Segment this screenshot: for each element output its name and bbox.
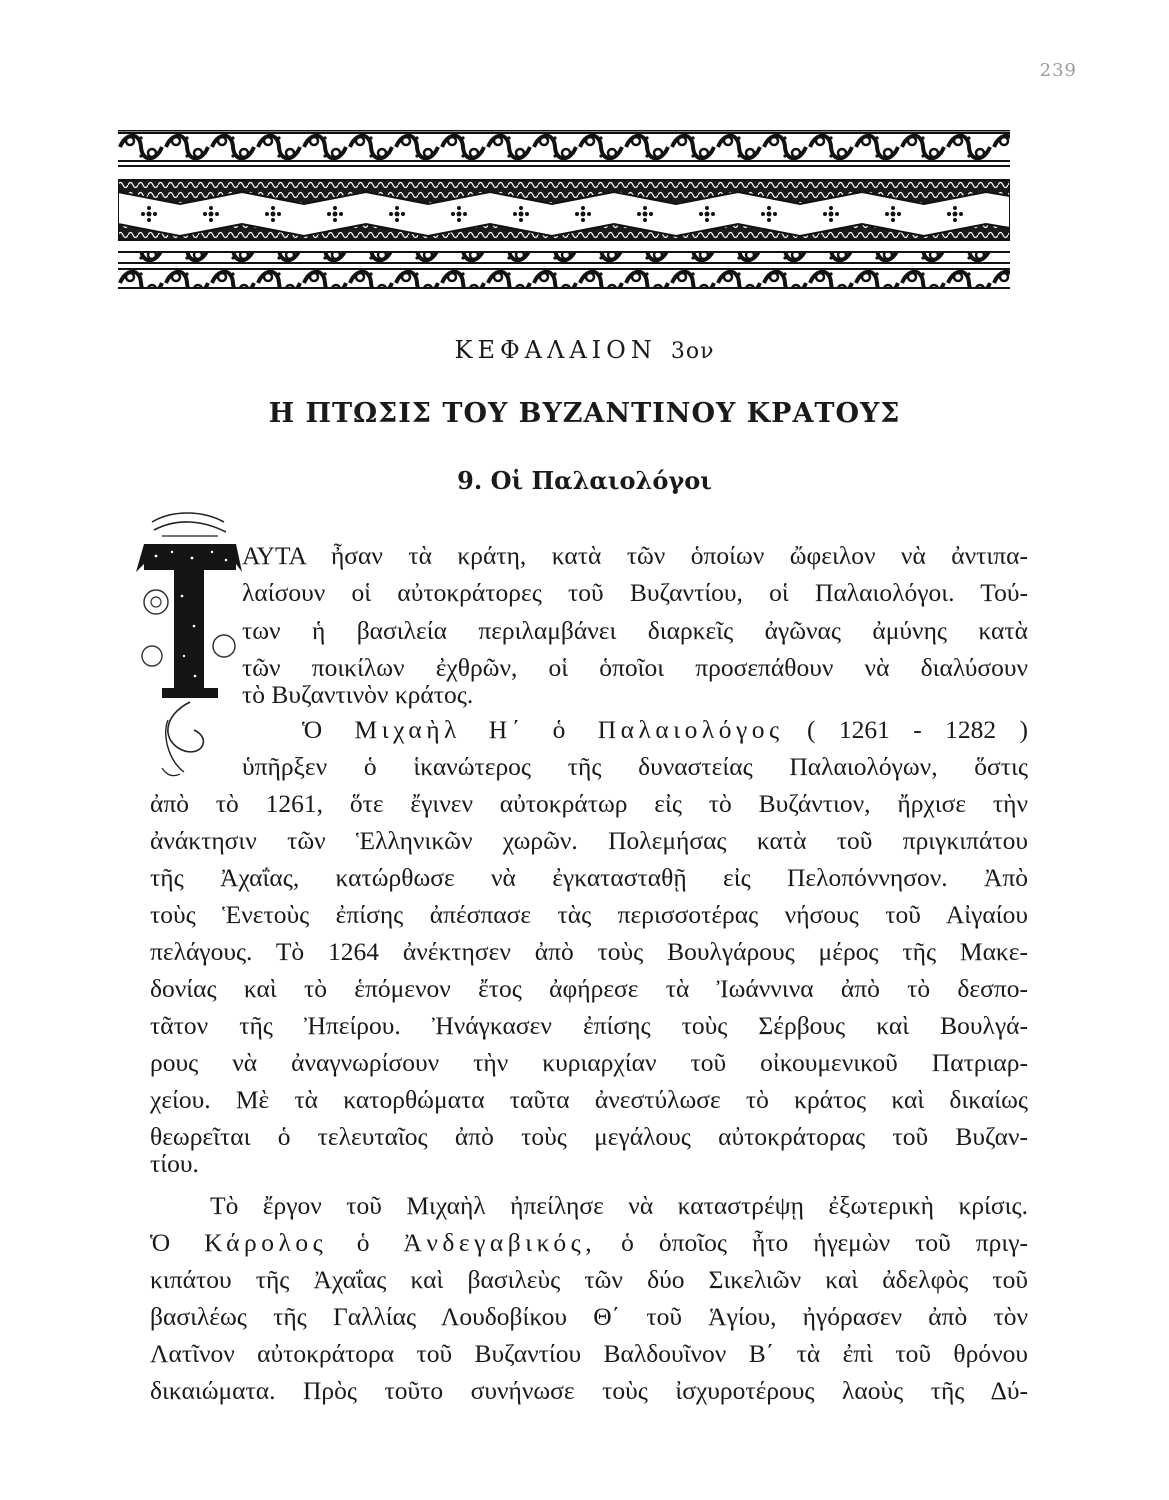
text-line-michael bbox=[302, 715, 1028, 745]
text-line: χείου. Μὲ τὰ κατορθώματα ταῦτα ἀνεστύλωσε τὸ κράτος καὶ δικαίως bbox=[150, 1085, 1028, 1114]
text-line: τῶν ποικίλων ἐχθρῶν, οἱ ὁποῖοι προσεπάθουν νὰ διαλύσουν bbox=[242, 653, 1028, 682]
reign-dates: ( 1261 - 1282 ) bbox=[806, 715, 1028, 744]
text-line: ἀπὸ τὸ 1261, ὅτε ἔγινεν αὐτοκράτωρ εἰς τὸ Βυζάντιον, ἤρχισε τὴν bbox=[150, 789, 1028, 818]
text-line: κιπάτου τῆς Ἀχαΐας καὶ βασιλεὺς τῶν δύο Σικελιῶν καὶ ἀδελφὸς τοῦ bbox=[150, 1265, 1028, 1294]
text-line: των ἡ βασιλεία περιλαμβάνει διαρκεῖς ἀγῶνας ἀμύνης κατὰ bbox=[242, 616, 1028, 645]
text-line: τοὺς Ἑνετοὺς ἐπίσης ἀπέσπασε τὰς περισσοτέρας νήσους τοῦ Αἰγαίου bbox=[150, 900, 1028, 929]
section-heading: Οἱ Παλαιολόγοι bbox=[490, 466, 712, 495]
text-line: δονίας καὶ τὸ ἑπόμενον ἔτος ἀφήρεσε τὰ Ἰωάννινα ἀπὸ τὸ δεσπο- bbox=[150, 974, 1028, 1003]
text-line: λαίσουν οἱ αὐτοκράτορες τοῦ Βυζαντίου, οἱ Παλαιολόγοι. Τού- bbox=[242, 578, 1028, 607]
text-line: Λατῖνον αὐτοκράτορα τοῦ Βυζαντίου Βαλδουῖνον Β΄ τὰ ἐπὶ τοῦ θρόνου bbox=[150, 1339, 1028, 1368]
text-line: ΑΥΤΑ ἦσαν τὰ κράτη, κατὰ τῶν ὁποίων ὤφειλον νὰ ἀντιπα- bbox=[242, 541, 1028, 570]
section-number: 9. bbox=[457, 466, 483, 495]
text-line: τῆς Ἀχαΐας, κατώρθωσε νὰ ἐγκατασταθῇ εἰς Πελοπόννησον. Ἀπὸ bbox=[150, 863, 1028, 892]
text-line: θεωρεῖται ὁ τελευταῖος ἀπὸ τοὺς μεγάλους αὐτοκράτορας τοῦ Βυζαν- bbox=[150, 1122, 1028, 1151]
karolos-rest: ὁ ὁποῖος ἦτο ἡγεμὼν τοῦ πριγ- bbox=[621, 1228, 1028, 1257]
text-line: Τὸ ἔργον τοῦ Μιχαὴλ ἠπείλησε νὰ καταστρέψῃ ἐξωτερικὴ κρίσις. bbox=[210, 1191, 1028, 1220]
text-line: τίου. bbox=[150, 1149, 199, 1178]
text-line: τᾶτον τῆς Ἠπείρου. Ἠνάγκασεν ἐπίσης τοὺς Σέρβους καὶ Βουλγά- bbox=[150, 1011, 1028, 1040]
chapter-number: 3ον bbox=[670, 339, 715, 364]
text-line: τὸ Βυζαντινὸν κράτος. bbox=[242, 680, 474, 709]
person-name-karolos: Ὁ Κάρολος ὁ Ἀνδεγαβικός, bbox=[150, 1228, 597, 1257]
text-line: ρους νὰ ἀναγνωρίσουν τὴν κυριαρχίαν τοῦ οἰκουμενικοῦ Πατριαρ- bbox=[150, 1048, 1028, 1077]
text-line-karolos bbox=[150, 1228, 1028, 1258]
text-line: ἀνάκτησιν τῶν Ἑλληνικῶν χωρῶν. Πολεμήσας κατὰ τοῦ πριγκιπάτου bbox=[150, 826, 1028, 855]
page-number: 239 bbox=[1039, 60, 1077, 81]
text-line: δικαιώματα. Πρὸς τοῦτο συνήνωσε τοὺς ἰσχυροτέρους λαοὺς τῆς Δύ- bbox=[150, 1376, 1028, 1405]
text-line: βασιλέως τῆς Γαλλίας Λουδοβίκου Θ΄ τοῦ Ἁγίου, ἠγόρασεν ἀπὸ τὸν bbox=[150, 1302, 1028, 1331]
person-name-michael: Ὁ Μιχαὴλ Η΄ ὁ Παλαιολόγος bbox=[302, 715, 784, 744]
text-line: πελάγους. Τὸ 1264 ἀνέκτησεν ἀπὸ τοὺς Βουλγάρους μέρος τῆς Μακε- bbox=[150, 937, 1028, 966]
text-line: ὑπῆρξεν ὁ ἱκανώτερος τῆς δυναστείας Παλαιολόγων, ὅστις bbox=[242, 752, 1028, 781]
chapter-word: ΚΕΦΑΛΑΙΟΝ bbox=[454, 336, 657, 364]
chapter-title: Η ΠΤΩΣΙΣ ΤΟΥ ΒΥΖΑΝΤΙΝΟΥ ΚΡΑΤΟΥΣ bbox=[268, 398, 901, 429]
